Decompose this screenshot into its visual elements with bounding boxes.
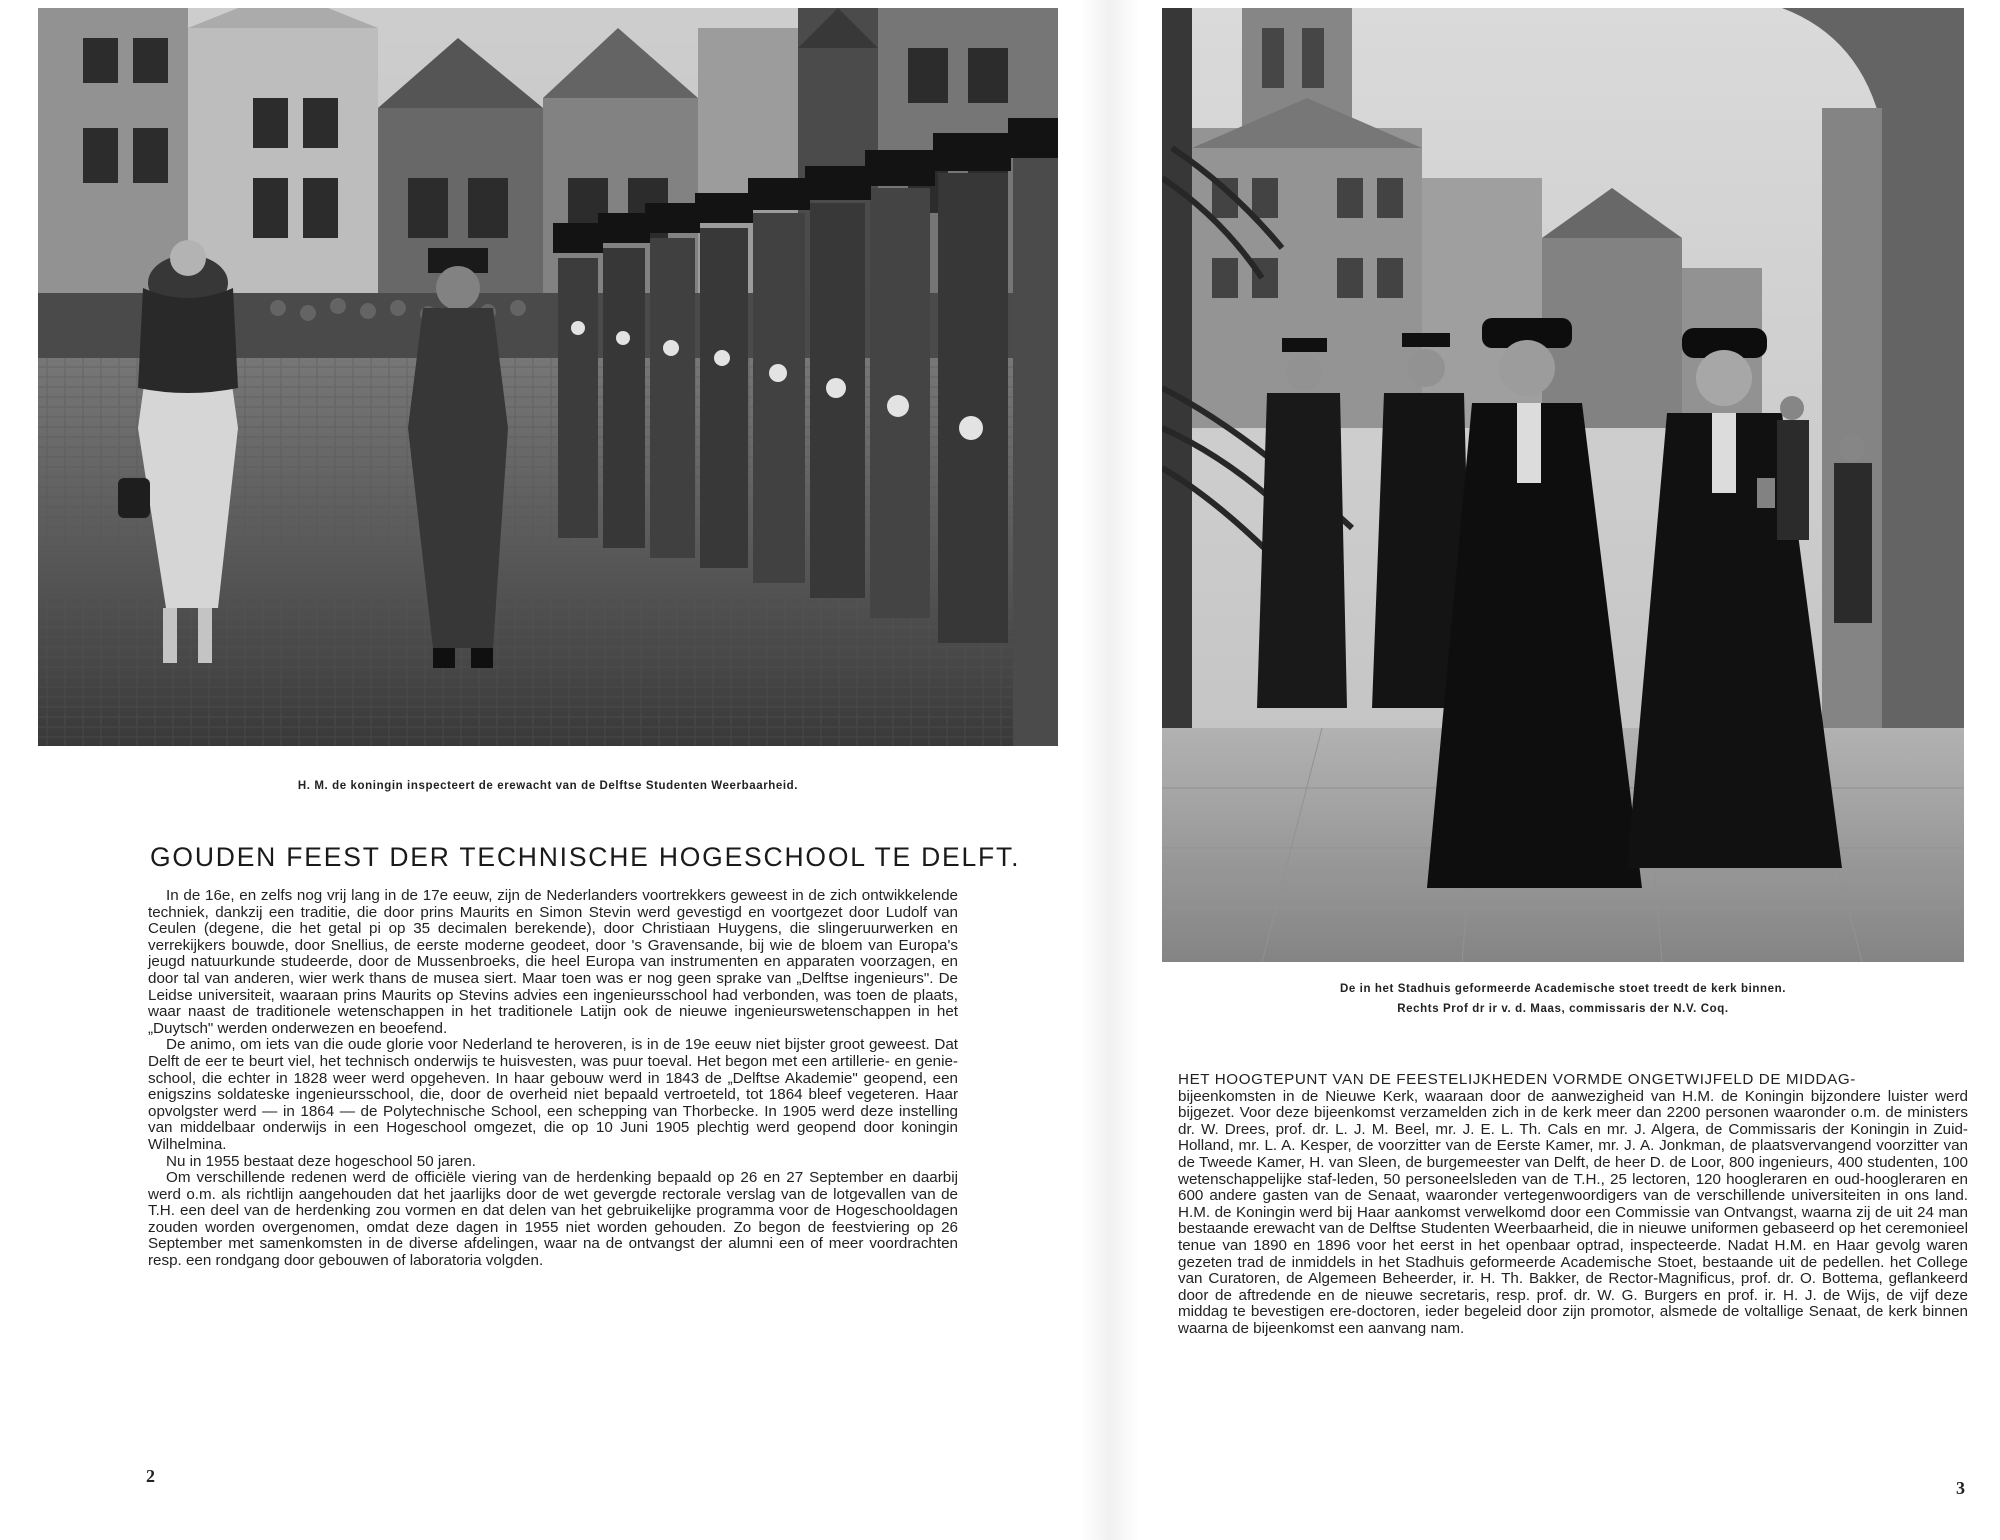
- photo-caption-right-line1: De in het Stadhuis geformeerde Academische stoet treedt de kerk binnen.: [1339, 983, 1787, 995]
- paragraph: Om verschillende redenen werd de officiële viering van de herdenking bepaald op 26 en 27 September en daarbij werd o.m. als richtlijn aangehouden dat het jaarlijks door de wet gevergde rectorale verslag van de lotgevallen van de T.H. een deel van de herdenking zou vormen en dat delen van het gebruikelijke programma voor de Hogeschooldagen zouden worden overgenomen, omdat deze dagen in 1955 niet worden gehouden. Zo begon de feestviering op 26 September met samenkomsten in de diverse afdelingen, waar na de ontvangst der alumni een of meer voordrachten resp. een rondgang door gebouwen of laboratoria volgden.: [148, 1169, 958, 1270]
- photo-academic-procession-image: [1162, 8, 1964, 962]
- photo-caption-right: [1162, 979, 1964, 1019]
- page-number-left: 2: [146, 1466, 155, 1486]
- paragraph: bijeenkomsten in de Nieuwe Kerk, waaraan door de aanwezigheid van H.M. de Koningin bijzondere luister werd bijgezet. Voor deze bijeenkomst verzamelden zich in de kerk meer dan 2200 personen waaronder o.m. de ministers dr. W. Drees, prof. dr. L. J. M. Beel, mr. J. E. L. Th. Cals en mr. J. Algera, de Commissaris der Koningin in Zuid-Holland, mr. L. A. Kesper, de voorzitter van de Eerste Kamer, mr. J. A. Jonkman, de plaatsvervangend voorzitter van de Tweede Kamer, H. van Sleen, de burgemeester van Delft, de heer D. de Loor, 800 ingenieurs, 400 studenten, 100 wetenschappelijke staf-leden, 50 personeelsleden van de T.H., 25 lectoren, 120 hoogleraren en oud-hoogleraren en 600 andere gasten van de Senaat, waaronder vertegenwoordigers van de verschillende universiteiten in ons land. H.M. de Koningin werd bij Haar aankomst verwelkomd door een Commissie van Ontvangst, waarna zij de uit 24 man bestaande erewacht van de Delftse Studenten Weerbaarheid, die in nieuwe uniformen gebaseerd op het ceremonieel tenue van 1890 en 1896 voor het eerst in het openbaar optrad, inspecteerde. Nadat H.M. en Haar gevolg waren gezeten trad de inmiddels in het Stadhuis geformeerde Academische Stoet, bestaande uit de pedellen. het College van Curatoren, de Algemeen Beheerder, ir. H. Th. Bakker, de Rector-Magnificus, prof. dr. O. Bottema, geflankeerd door de aftredende en de nieuwe secretaris, resp. prof. dr. W. G. Burgers en prof. ir. H. J. de Wijs, de vijf deze middag te bevestigen ere-doctoren, ieder begeleid door zijn promotor, alsmede de voltallige Senaat, de kerk binnen waarna de bijeenkomst een aanvang nam.: [1178, 1087, 1968, 1337]
- paragraph-lead: [1178, 1072, 1968, 1089]
- article-body-left: [148, 888, 958, 1270]
- article-headline: GOUDEN FEEST DER TECHNISCHE HOGESCHOOL TE DELFT.: [150, 842, 1021, 872]
- article-body-right: [1178, 1072, 1968, 1338]
- photo-caption-left: H. M. de koningin inspecteert de erewacht van de Delftse Studenten Weerbaarheid.: [297, 780, 799, 792]
- photo-queen-inspects-guard: [38, 8, 1058, 746]
- page-gutter: [1080, 0, 1140, 1540]
- paragraph: De animo, om iets van die oude glorie voor Nederland te heroveren, is in de 19e eeuw niet bijster groot geweest. Dat Delft de eer te beurt viel, het technisch onderwijs te huisvesten, was puur toeval. Het begon met een artillerie- en genie-school, die echter in 1828 weer werd opgeheven. In haar gebouw werd in 1843 de „Delftse Akademie" geopend, een enigszins soldateske ingenieursschool, die, door de overheid niet bepaald vertroeteld, tot 1864 bleef vegeteren. Haar opvolgster werd — in 1864 — de Polytechnische School, een schepping van Thorbecke. In 1905 werd deze instelling van middelbaar onderwijs in een Hogeschool omgezet, die op 10 Juni 1905 plechtig werd geopend door koningin Wilhelmina.: [148, 1036, 958, 1153]
- photo-caption-right-line2: Rechts Prof dr ir v. d. Maas, commissaris der N.V. Coq.: [1397, 1003, 1729, 1015]
- photo-queen-inspects-guard-image: [38, 8, 1058, 746]
- paragraph: In de 16e, en zelfs nog vrij lang in de 17e eeuw, zijn de Nederlanders voortrekkers geweest in de zich ontwikkelende techniek, dankzij een traditie, die door prins Maurits en Simon Stevin werd gevestigd en voortgezet door Ludolf van Ceulen (degene, die het getal pi op 35 decimalen berekende), door Christiaan Huygens, die slingeruurwerken en verrekijkers bouwde, door Snellius, de eerste moderne geodeet, door 's Gravensande, bij wie de bloem van Europa's jeugd natuurkunde studeerde, door de Mussenbroeks, die heel Europa van instrumenten en apparaten voorzagen, en door tal van anderen, wier werk thans de musea siert. Maar toen was er nog geen sprake van „Delftse ingenieurs". De Leidse universiteit, waaraan prins Maurits op Stevins advies een ingenieursschool had verbonden, was toen de plaats, waar naast de traditionele wetenschappen in het traditionele Latijn ook de nieuwe ingenieurswetenschappen in het „Duytsch" werden onderwezen en beoefend.: [148, 887, 958, 1037]
- photo-academic-procession: [1162, 8, 1964, 962]
- page-number-right: 3: [1956, 1478, 1965, 1498]
- paragraph: Nu in 1955 bestaat deze hogeschool 50 jaren.: [166, 1152, 476, 1170]
- lead-caps: HET HOOGTEPUNT VAN DE FEESTELIJKHEDEN VORMDE ONGETWIJFELD DE MIDDAG-: [1178, 1071, 1856, 1088]
